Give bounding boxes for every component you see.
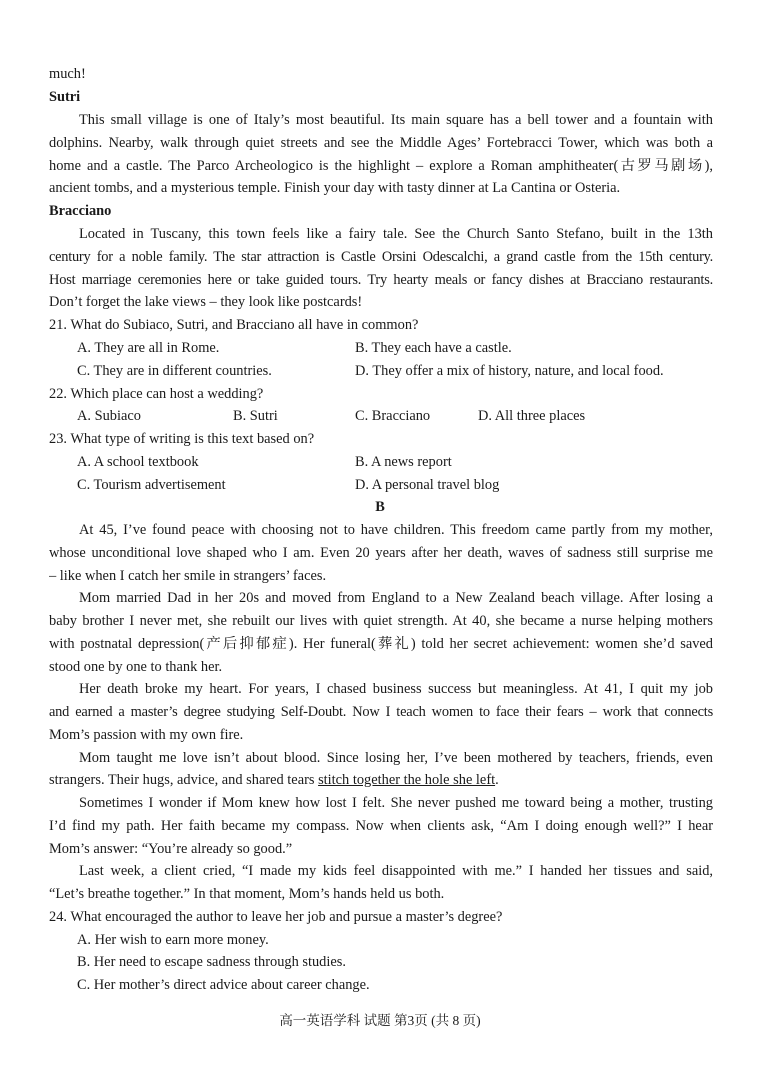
text-line: Sometimes I wonder if Mom knew how lost I felt. She never pushed me toward being a mother, trusting — [79, 795, 713, 811]
text-line: Last week, a client cried, “I made my kids feel disappointed with me.” I handed her tissues and said, — [79, 863, 713, 879]
text-line: Her death broke my heart. For years, I chased business success but meaningless. At 41, I quit my job — [79, 681, 713, 697]
text-line: ancient tombs, and a mysterious temple. Finish your day with tasty dinner at La Cantina or Osteria. — [49, 180, 621, 196]
text-line: dolphins. Nearby, walk through quiet streets and see the Middle Ages’ Fortebracci Tower, which was both a — [49, 135, 713, 151]
option-22b: B. Sutri — [233, 408, 278, 424]
section-heading-b: B — [375, 499, 385, 515]
underlined-phrase: stitch together the hole she left — [318, 772, 496, 788]
option-22a: A. Subiaco — [77, 408, 141, 424]
text-line: home and a castle. The Parco Archeologico is the highlight – explore a Roman amphitheater(古罗马剧场), — [49, 158, 713, 174]
text-line: baby brother I never met, she rebuilt our lives with quiet strength. At 40, she became a nurse helping mothers — [49, 613, 713, 629]
question-21: 21. What do Subiaco, Sutri, and Bracciano all have in common? — [49, 317, 419, 333]
question-24: 24. What encouraged the author to leave her job and pursue a master’s degree? — [49, 909, 503, 925]
option-21c: C. They are in different countries. — [77, 363, 272, 379]
text-line: Mom’s passion with my own fire. — [49, 727, 244, 743]
option-21a: A. They are all in Rome. — [77, 340, 220, 356]
option-23a: A. A school textbook — [77, 454, 199, 470]
text-line — [49, 769, 713, 791]
text-line: This small village is one of Italy’s most beautiful. Its main square has a bell tower and a fountain with — [79, 112, 713, 128]
question-22: 22. Which place can host a wedding? — [49, 386, 264, 402]
text-line: Mom married Dad in her 20s and moved from England to a New Zealand beach village. After losing a — [79, 590, 713, 606]
text-line: stood one by one to thank her. — [49, 659, 223, 675]
text-line: – like when I catch her smile in strangers’ faces. — [49, 568, 327, 584]
page-footer: 高一英语学科 试题 第3页 (共 8 页) — [279, 1013, 481, 1028]
option-22d: D. All three places — [478, 408, 586, 424]
text-line: and earned a master’s degree studying Self-Doubt. Now I teach women to face their fears – work that connects — [49, 704, 713, 720]
option-22c: C. Bracciano — [355, 408, 431, 424]
text-line: Host marriage ceremonies here or take guided tours. Try hearty meals or fancy dishes at Bracciano restaurants. — [49, 272, 713, 288]
text-span: strangers. Their hugs, advice, and shared tears — [49, 772, 319, 788]
text-span: . — [495, 772, 499, 788]
option-23c: C. Tourism advertisement — [77, 477, 226, 493]
option-21b: B. They each have a castle. — [355, 340, 512, 356]
text-line: much! — [49, 66, 86, 82]
text-line: Mom’s answer: “You’re already so good.” — [49, 841, 293, 857]
text-line: “Let’s breathe together.” In that moment, Mom’s hands held us both. — [49, 886, 445, 902]
text-line: Don’t forget the lake views – they look like postcards! — [49, 294, 363, 310]
option-23b: B. A news report — [355, 454, 452, 470]
text-line: whose unconditional love shaped who I am. Even 20 years after her death, waves of sadness still surprise me — [49, 545, 713, 561]
option-24c: C. Her mother’s direct advice about career change. — [77, 977, 370, 993]
text-line: century for a noble family. The star attraction is Castle Orsini Odescalchi, a grand castle from the 15th century. — [49, 249, 713, 265]
option-24b: B. Her need to escape sadness through studies. — [77, 954, 346, 970]
text-line: Located in Tuscany, this town feels like a fairy tale. See the Church Santo Stefano, built in the 13th — [79, 226, 713, 242]
question-23: 23. What type of writing is this text based on? — [49, 431, 315, 447]
text-line: At 45, I’ve found peace with choosing not to have children. This freedom came partly from my mother, — [79, 522, 713, 538]
option-23d: D. A personal travel blog — [355, 477, 500, 493]
text-line: Mom taught me love isn’t about blood. Since losing her, I’ve been mothered by teachers, friends, even — [79, 750, 713, 766]
option-21d: D. They offer a mix of history, nature, and local food. — [355, 363, 664, 379]
text-line: with postnatal depression(产后抑郁症). Her funeral(葬礼) told her secret achievement: women she’d saved — [49, 636, 713, 652]
option-24a: A. Her wish to earn more money. — [77, 932, 269, 948]
text-line: I’d find my path. Her faith became my compass. Now when clients ask, “Am I doing enough well?” I hear — [49, 818, 713, 834]
heading-sutri: Sutri — [49, 89, 81, 105]
heading-bracciano: Bracciano — [49, 203, 112, 219]
